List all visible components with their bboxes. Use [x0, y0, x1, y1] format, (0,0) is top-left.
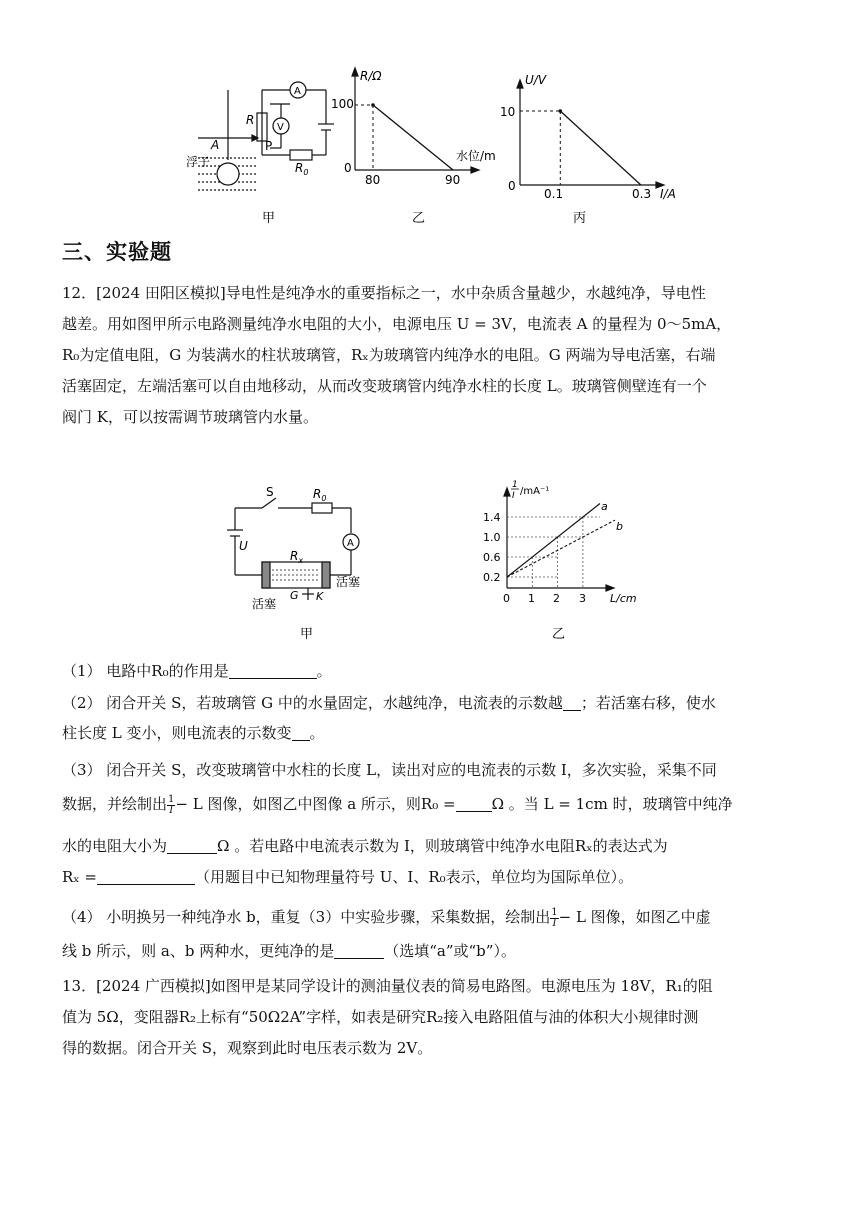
q12-yi-label-b: b	[616, 520, 623, 533]
q12-yi-plot	[507, 503, 615, 588]
q12-jia-G: G	[290, 589, 299, 602]
q12-part-3-line-3: 水的电阻大小为 Ω 。若电路中电流表示数为 I，则玻璃管中纯净水电阻Rₓ的表达式为	[62, 837, 668, 855]
figure-bing-axes	[517, 80, 664, 188]
q12-yi-xtick-2: 2	[553, 592, 560, 605]
q12-p2-blank-2[interactable]	[292, 724, 310, 741]
q12-p4-blank[interactable]	[334, 942, 384, 959]
q12-p1-blank[interactable]	[229, 662, 317, 679]
section-title: 三、实验题	[62, 240, 172, 264]
q12-jia-caption: 甲	[300, 627, 314, 642]
jia-label-R: R	[246, 113, 255, 127]
q12-yi-ytick-1.0: 1.0	[483, 531, 501, 544]
bing-ytick: 10	[500, 105, 516, 119]
q12-intro-line-1: 12．[2024 田阳区模拟]导电性是纯净水的重要指标之一，水中杂质含量越少，水越纯净，导电性	[62, 284, 706, 302]
q12-part-2-line-1: （2） 闭合开关 S，若玻璃管 G 中的水量固定，水越纯净，电流表的示数越 ；若活塞右移，使水	[62, 694, 716, 712]
q12-yi-series-b	[507, 520, 615, 577]
q12-p3-blank-R0[interactable]	[456, 795, 492, 812]
bing-xlabel: I/A	[660, 187, 676, 201]
q12-jia-U: U	[239, 539, 248, 553]
q12-jia-A: A	[347, 538, 354, 549]
q12-yi-ytick-1.4: 1.4	[483, 511, 501, 524]
svg-text:/mA⁻¹: /mA⁻¹	[520, 486, 550, 497]
q12-jia-K: K	[316, 590, 324, 603]
q12-jia-S: S	[266, 485, 274, 499]
yi-top-xlabel: 水位/m	[456, 149, 496, 163]
q12-yi-series-a	[507, 503, 600, 577]
yi-top-point	[371, 103, 375, 107]
q12-part-2-line-2: 柱长度 L 变小，则电流表的示数变 。	[62, 724, 325, 742]
jia-label-R0: $R_0$	[295, 161, 309, 177]
bing-plot	[520, 109, 641, 185]
q12-part-3-line-4: Rₓ = （用题目中已知物理量符号 U、I、R₀表示，单位均为国际单位）。	[62, 868, 634, 886]
q12-p2-blank-1[interactable]	[563, 694, 581, 711]
bing-origin: 0	[508, 179, 516, 193]
q12-part-4-line-2: 线 b 所示，则 a、b 两种水，更纯净的是 （选填“a”或“b”）。	[62, 942, 516, 960]
q12-intro-line-4: 活塞固定，左端活塞可以自由地移动，从而改变玻璃管内纯净水柱的长度 L。玻璃管侧壁连有一个	[62, 377, 707, 395]
jia-meter-V: V	[277, 122, 284, 133]
jia-caption: 甲	[262, 211, 276, 226]
bing-series-line	[560, 111, 641, 185]
q12-p3-blank-resistance[interactable]	[167, 837, 217, 854]
q12-part-4-line-1: （4） 小明换另一种纯净水 b，重复（3）中实验步骤，采集数据，绘制出 $\frac{1}{I}$ − L 图像，如图乙中虚	[62, 906, 711, 929]
svg-text:I: I	[512, 491, 515, 501]
q12-yi-xtick-1: 1	[528, 592, 535, 605]
q13-line-1: 13．[2024 广西模拟]如图甲是某同学设计的测油量仪表的简易电路图。电源电压为 18V，R₁的阻	[62, 977, 713, 995]
q12-yi-xlabel: L/cm	[610, 592, 637, 605]
q12-jia-huosai-left: 活塞	[252, 597, 277, 611]
figure-jia-float-circuit	[198, 82, 334, 190]
q12-figure-yi-axes	[504, 488, 614, 591]
yi-top-ytick: 100	[331, 97, 354, 111]
q12-intro-line-5: 阀门 K，可以按需调节玻璃管内水量。	[62, 408, 318, 426]
q12-jia-huosai-right: 活塞	[336, 575, 361, 589]
q12-intro-line-3: R₀为定值电阻，G 为装满水的柱状玻璃管，Rₓ为玻璃管内纯净水的电阻。G 两端为导电活塞，右端	[62, 346, 716, 364]
jia-label-P: P	[265, 139, 273, 153]
jia-meter-A: A	[294, 86, 301, 97]
q13-line-3: 得的数据。闭合开关 S，观察到此时电压表示数为 2V。	[62, 1039, 433, 1057]
q12-frac-1-over-I: $\frac{1}{I}$	[168, 793, 175, 816]
q12-yi-ytick-0.2: 0.2	[483, 571, 501, 584]
bing-caption: 丙	[573, 211, 587, 226]
q12-jia-R0: $R_0$	[313, 487, 327, 503]
yi-top-xtick2: 90	[445, 173, 461, 187]
q12-part-1: （1） 电路中R₀的作用是 。	[62, 662, 332, 680]
top-figures	[0, 0, 860, 232]
q12-frac-1-over-I-2: $\frac{1}{I}$	[551, 906, 558, 929]
q12-yi-ylabel	[511, 480, 549, 501]
yi-top-series-line	[373, 105, 453, 170]
q12-part-3-line-1: （3） 闭合开关 S，改变玻璃管中水柱的长度 L，读出对应的电流表的示数 I，多次实验，采集不同	[62, 761, 717, 779]
bing-xtick2: 0.3	[632, 187, 652, 201]
bing-ylabel: U/V	[525, 73, 547, 87]
bing-point	[559, 109, 563, 113]
bing-xtick1: 0.1	[544, 187, 564, 201]
q12-yi-xtick-0: 0	[503, 592, 510, 605]
q12-p3-blank-expression[interactable]	[97, 868, 195, 885]
svg-text:1: 1	[512, 480, 518, 490]
q12-yi-caption: 乙	[552, 627, 566, 642]
q12-figures	[0, 470, 860, 650]
q12-yi-xtick-3: 3	[579, 592, 586, 605]
q12-yi-label-a: a	[601, 500, 608, 513]
q12-part-3-line-2: 数据，并绘制出 $\frac{1}{I}$ − L 图像，如图乙中图像 a 所示，则R₀ = Ω 。当 L = 1cm 时，玻璃管中纯净	[62, 793, 733, 816]
yi-top-xtick1: 80	[365, 173, 381, 187]
q12-intro-line-2: 越差。用如图甲所示电路测量纯净水电阻的大小，电源电压 U = 3V，电流表 A 的量程为 0～5mA，	[62, 315, 732, 333]
yi-top-ylabel: R/Ω	[360, 69, 382, 83]
q12-yi-ytick-0.6: 0.6	[483, 551, 501, 564]
q13-line-2: 值为 5Ω，变阻器R₂上标有“50Ω2A”字样，如表是研究R₂接入电路阻值与油的体积大小规律时测	[62, 1008, 699, 1026]
yi-top-plot	[355, 103, 453, 170]
jia-label-fuzi: 浮子	[186, 155, 211, 169]
jia-label-A: A	[211, 138, 220, 152]
yi-top-origin: 0	[344, 161, 352, 175]
q12-jia-Rx: $R_x$	[290, 549, 304, 565]
yi-top-caption: 乙	[412, 211, 426, 226]
